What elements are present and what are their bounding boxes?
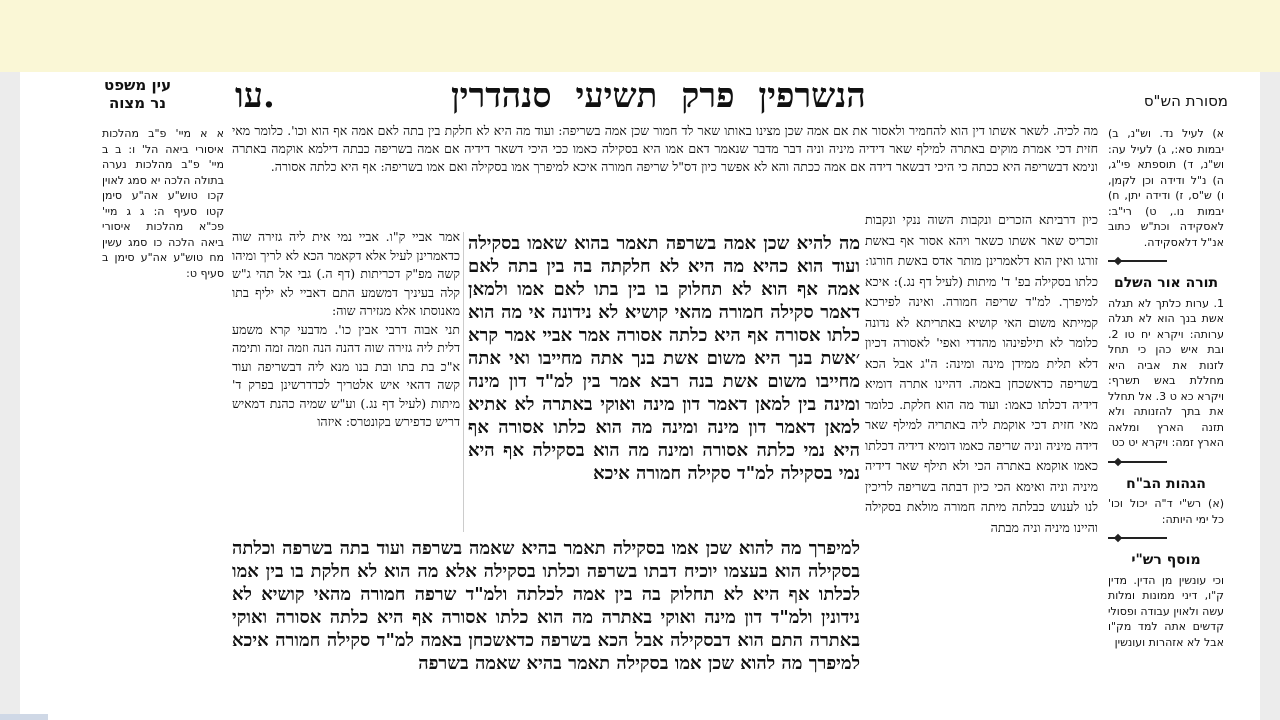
section-divider	[1108, 457, 1224, 467]
musaf-rashi-text: וכי עונשין מן הדין. מדין ק"ו, דיני ממונות ומלות עשה ולאוין עבודה ופסולי קדשים אתה למד מק"ו אבל לא אזהרות ועונשין	[1108, 573, 1224, 649]
top-banner	[0, 0, 1280, 72]
title-word-1: הנשרפין	[758, 76, 866, 116]
ein-mishpat-header	[104, 76, 171, 112]
gemara-main-text: מה להיא שכן אמה בשרפה תאמר בהוא שאמו בסקילה ועוד הוא כהיא מה היא לא חלקתה בה בין בתה לאם אמה אף הוא לא תחלוק בו בין בתו לאם אמו ולמאן דאמר סקילה חמורה מהאי קושיא לא נידונה אי מה הוא כלתו אסורה אף היא כלתה אסורה אמר אביי אמר קרא ׳אשת בנך היא משום אשת בנך אתה מחייבו ואי אתה מחייבו משום אשת בנה רבא אמר בין למ"ד דון מינה ומינה בין למאן דאמר דון מינה ואוקי באתרה לא אתיא למאן דאמר דון מינה ומינה מה הוא כלתו אסורה אף היא נמי כלתה אסורה ומינה מה הוא בסקילה אף היא נמי בסקילה למ"ד סקילה חמורה איכא	[468, 233, 860, 484]
mesoret-header: מסורת הש"ס	[1143, 92, 1228, 110]
mesoret-text: א) לעיל נד. וש"נ, ב) יבמות סא:, ג) לעיל עה: וש"נ, ד) תוספתא פי"ג, ה) נ"ל ודידה וכן לקמן, ו) ש"ס, ז) ודידה יתן, ח) יבמות נו., ט) רי"ב: לאסקידה וכת"ש כתוב אנ"ל דלאסקידה.	[1108, 127, 1224, 249]
tosafot-top: מה לכיה. לשאר אשתו דין הוא להחמיר ולאסור את אם אמה שכן מצינו באותו שאר לד חמור שכן אמה בשריפה: ועוד מה היא לא חלקת בין בתה לאם אמה אף הוא וכו'. כלומר מאי חזית דכי אמרת מוקים באתרה למילף שאר דידיה מיניה וניה דבר מדבר שנאמר דאם אמו היא בסקילה כאמו ככי היכי דשאר דידיה אם אמה בשריפה כבתה דילמא אוקמה באתרה ונימא דבשריפה היא ככתה כי היכי דבשאר דידה אם אמה ככתה והא לא אפשר כיון דס"ל שריפה חמורה איכא למיפרך אמו בסקילה ואם אמו בשריפה: אף היא כלתה אסורה.	[232, 123, 1098, 174]
tosafot-left	[232, 228, 460, 533]
mesoret-column	[1108, 126, 1224, 720]
section-divider	[1108, 533, 1224, 543]
scrollbar-stub[interactable]	[0, 714, 48, 720]
rashi-commentary: כיון דרביתא הזכרים ונקבות השוה ננקי ונקבות זוכריס שאר אשתו כשאר ויהא אסור אף באשת זורגו ואין הוא דלאמרינן מותר אדס באשת חורגו: כלתו בסקילה בפ' ד' מיתות (לעיל דף נג.): איכא למיפרך. למ"ד שריפה חמורה. ואינה לפירכא קמייתא משום האי קושיא באתריתא לא נדונה כלומר לא תילפינהו מהדדי ואפי' לאסורה דכיון דלא תלית ממידן מינה ומינה: ה"ג אבל הכא בשריפה כדאשכחן באמה. דהיינו אתרה דומיא דידיה דכלתו כאמו: ועוד מה הוא חלקת. כלומר מאי חזית דכי אוקמת ליה באתריה למילף שאר דידה מיניה וניה שריפה כאמו דומיא דידיה דכלתו כאמו אוקמא באתרה הכי ולא תילף שאר דידיה מיניה וניה ואימא הכי כיון דבתה בשריפה לריכין לנו לענוש כבלתה מיתה חמורה מולאת בסקילה והיינו מיניה וניה מבתה	[865, 212, 1098, 535]
page-title	[445, 76, 872, 116]
right-gutter	[1260, 72, 1280, 720]
title-word-3: תשיעי	[575, 76, 658, 116]
torah-or-text: 1. ערות כלתך לא תגלה אשת בנך הוא לא תגלה ערותה: ויקרא יח טו 2. ובת איש כהן כי תחל לזנות את אביה היא מחללת באש תשרף: ויקרא כא ט 3. אל תחלל את בתך להזנותה ולא תזנה הארץ ומלאה הארץ זמה: ויקרא יט כט	[1108, 296, 1224, 449]
talmud-page	[20, 72, 1260, 720]
gemara-wide-text: למיפרך מה להוא שכן אמו בסקילה תאמר בהיא שאמה בשרפה ועוד בתה בשרפה וכלתה בסקילה הוא בעצמו יוכיח דבתו בשרפה וכלתו בסקילה אלא מה הוא לא חלקת בו בין אמו לכלתו אף היא לא תחלוק בה בין אמה לכלתה ולמ"ד שרפה חמורה מהאי קושיא לא נידונין ולמ"ד דון מינה ואוקי באתרה מה הוא כלתו אסורה אף היא כלתה אסורה ואוקי באתרה התם הוא דבסקילה אבל הכא בשרפה כדאשכחן באמה למ"ד סקילה חמורה איכא למיפרך מה להוא שכן אמו בסקילה תאמר בהיא שאמה בשרפה	[232, 538, 860, 674]
tosafot-left-para-2: תני אבוה דרבי אבין כו'. מדבעי קרא משמע דלית ליה גזירה שוה דהנה הנה וזמה זמה ותימה א"כ בת בתו ובת בנו מנא ליה דבשריפה ועוד קשה דהאי איש אלטריך לכדדרשינן בפרק ד' מיתות (לעיל דף נג.) וע"ש שמיה כהנת דמאיש דריש כדפירש בקונטרס: איזהו	[232, 321, 460, 429]
hagahot-text: (א) רש"י ד"ה יכול וכו' כל ימי היותה:	[1108, 497, 1224, 526]
ein-mishpat-column: א א מיי' פ"ב מהלכות איסורי ביאה הל' ו: ב ב מיי' פ"ב מהלכות נערה בתולה הלכה יא סמג לאוין קכו טוש"ע אה"ע סימן קטו סעיף ה: ג ג מיי' פכ"א מהלכות איסורי ביאה הלכה כו סמג עשין מח טוש"ע אה"ע סימן ב סעיף ט:	[102, 127, 224, 280]
hagahot-title: הגהות הב"ח	[1126, 475, 1206, 492]
section-divider	[1108, 256, 1224, 266]
leaf-number: עו.	[235, 76, 275, 116]
ein-mishpat-line-1: עין משפט	[104, 76, 172, 94]
torah-or-title: תורה אור השלם	[1113, 275, 1219, 291]
column-divider	[463, 232, 464, 532]
title-word-4: סנהדרין	[451, 76, 552, 116]
left-gutter	[0, 72, 20, 720]
title-word-2: פרק	[681, 76, 735, 116]
tosafot-left-para-1: אמר אביי ק"ו. אביי נמי אית ליה גזירה שוה כדאמרינן לעיל אלא דקאמר הכא לא לריך ומיהו קשה מפ"ק דכריתות (דף ה.) גבי אל תהי ג"ש קלה בעיניך דמשמע התם דאביי לא יליף בתו מאנוסתו אלא מגזירה שוה:	[232, 229, 460, 318]
musaf-rashi-title: מוסף רש"י	[1131, 552, 1201, 568]
ein-mishpat-line-2: נר מצוה	[108, 94, 167, 112]
